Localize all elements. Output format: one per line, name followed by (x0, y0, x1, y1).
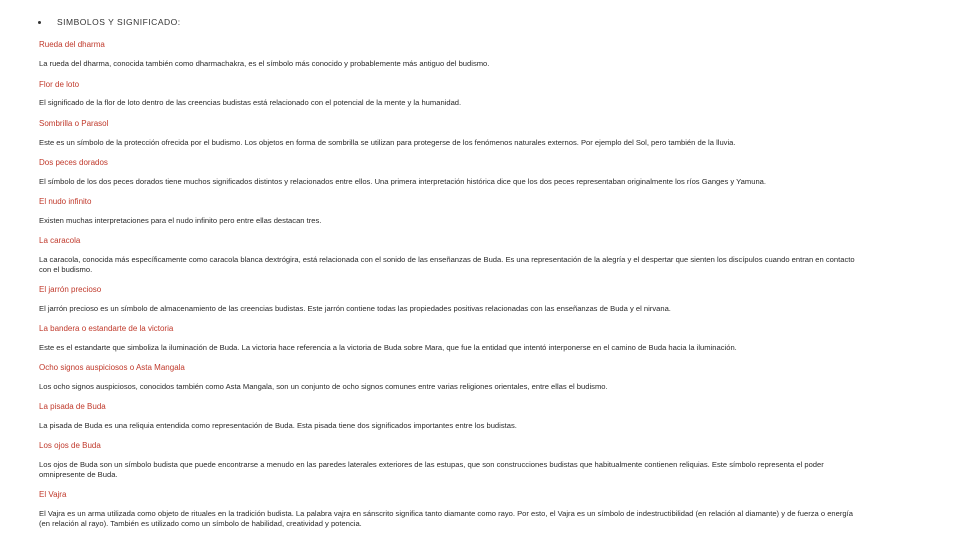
section-heading: El jarrón precioso (39, 285, 102, 294)
section-heading: La pisada de Buda (39, 402, 106, 411)
section-text: Los ocho signos auspiciosos, conocidos también como Asta Mangala, son un conjunto de ocho signos comunes entre varias religiones orientales, entre ellas el budismo. (39, 382, 608, 391)
bullet-icon (38, 21, 41, 24)
section-text: Existen muchas interpretaciones para el nudo infinito pero entre ellas destacan tres. (39, 216, 322, 225)
section-text: El jarrón precioso es un símbolo de almacenamiento de las creencias budistas. Este jarrón contiene todas las propiedades positivas relacionadas con las enseñanzas de Buda y el nirvana. (39, 304, 671, 313)
section-heading: El Vajra (39, 490, 67, 499)
section-heading: La bandera o estandarte de la victoria (39, 324, 174, 333)
header-title: SIMBOLOS Y SIGNIFICADO: (57, 17, 181, 27)
section-text: El Vajra es un arma utilizada como objeto de rituales en la tradición budista. La palabra vajra en sánscrito significa tanto diamante como rayo. Por esto, el Vajra es un símbolo de indestructibilidad (en relación al diamante) y de fuerza o energía (en relación al rayo). También es utilizado como un símbolo de habilidad, creatividad y potencia. (39, 509, 853, 528)
slide-header (38, 17, 181, 27)
section-text: La caracola, conocida más específicamente como caracola blanca dextrógira, está relacionada con el sonido de las enseñanzas de Buda. Es una representación de la alegría y el despertar que sienten los discípulos cuando entran en contacto con el budismo. (39, 255, 855, 274)
section-text: La rueda del dharma, conocida también como dharmachakra, es el símbolo más conocido y probablemente más antiguo del budismo. (39, 59, 490, 68)
section-text: Los ojos de Buda son un símbolo budista que puede encontrarse a menudo en las paredes laterales exteriores de las estupas, que son construcciones budistas que habitualmente contienen reliquias. Este símbolo representa el poder omnipresente de Buda. (39, 460, 824, 479)
section-text: El significado de la flor de loto dentro de las creencias budistas está relacionado con el potencial de la mente y la humanidad. (39, 98, 462, 107)
section-heading: Rueda del dharma (39, 40, 105, 49)
section-heading: Flor de loto (39, 80, 80, 89)
section-text: Este es un símbolo de la protección ofrecida por el budismo. Los objetos en forma de sombrilla se utilizan para protegerse de los fenómenos naturales externos. Por ejemplo del Sol, pero también de la lluvia. (39, 138, 736, 147)
section-text: El símbolo de los dos peces dorados tiene muchos significados distintos y relacionados entre ellos. Una primera interpretación histórica dice que los dos peces representaban originalmente los ríos Ganges y Yamuna. (39, 177, 767, 186)
section-text: Este es el estandarte que simboliza la iluminación de Buda. La victoria hace referencia a la victoria de Buda sobre Mara, que fue la entidad que intentó interponerse en el camino de Buda hacia la iluminación. (39, 343, 737, 352)
section-heading: El nudo infinito (39, 197, 92, 206)
section-text: La pisada de Buda es una reliquia entendida como representación de Buda. Esta pisada tiene dos significados importantes entre los budistas. (39, 421, 517, 430)
section-heading: Dos peces dorados (39, 158, 108, 167)
section-heading: Sombrilla o Parasol (39, 119, 109, 128)
section-heading: Los ojos de Buda (39, 441, 101, 450)
section-heading: La caracola (39, 236, 81, 245)
section-heading: Ocho signos auspiciosos o Asta Mangala (39, 363, 185, 372)
